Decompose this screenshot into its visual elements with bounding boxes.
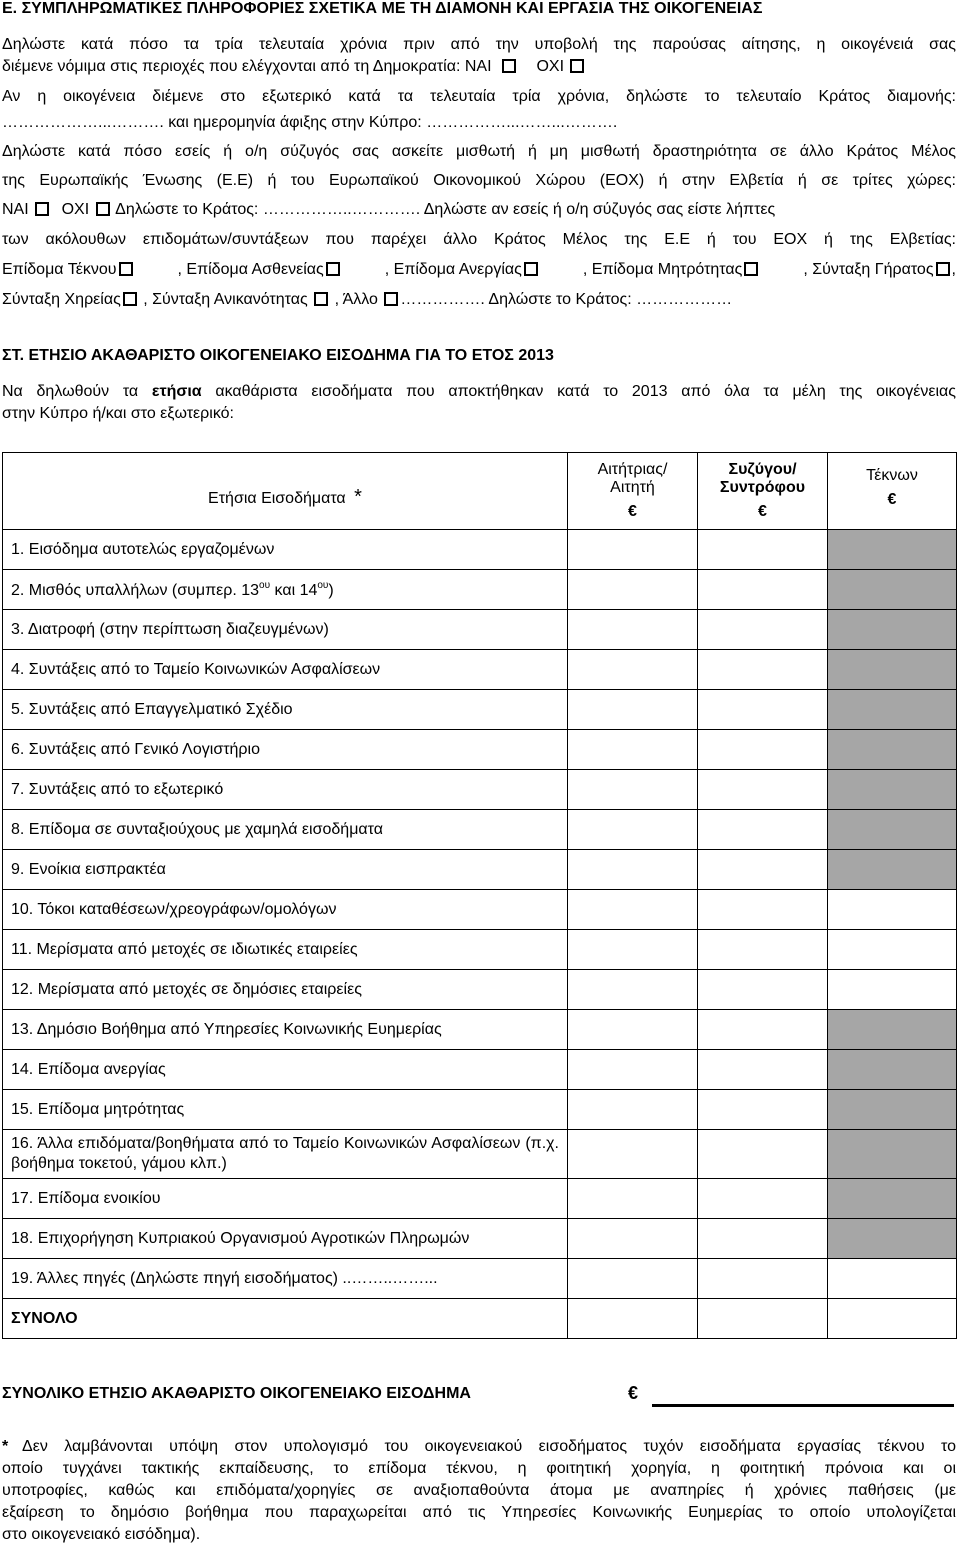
footnote-line2: οποίο τυγχάνει τακτικής εκπαίδευσης, το επίδομα τέκνου, η φοιτητική χορηγία, η φοιτητική πρόνοια και οι: [2, 1460, 956, 1477]
cell-children[interactable]: [828, 1259, 957, 1299]
section-st-title: ΣΤ. ΕΤΗΣΙΟ ΑΚΑΘΑΡΙΣΤΟ ΟΙΚΟΓΕΝΕΙΑΚΟ ΕΙΣΟΔΗΜΑ ΓΙΑ ΤΟ ΕΤΟΣ 2013: [2, 347, 554, 364]
row-label-text: 19. Άλλες πηγές (Δηλώστε πηγή εισοδήματος) ..……..……...: [11, 1269, 438, 1287]
cell-applicant[interactable]: [568, 1179, 698, 1219]
cell-applicant[interactable]: [568, 1090, 698, 1130]
row-label: [3, 1219, 568, 1259]
cell-spouse[interactable]: [698, 1090, 828, 1130]
euro-applicant: €: [628, 503, 637, 520]
table-row: [3, 890, 957, 930]
row-label: [3, 890, 568, 930]
row-label: [3, 810, 568, 850]
table-row: [3, 1179, 957, 1219]
table-row: [3, 1010, 957, 1050]
table-row: [3, 650, 957, 690]
benefit-old-age-label: , Σύνταξη Γήρατος: [803, 261, 934, 278]
col-applicant-label: Αιτήτριας/ Αιτητή: [597, 461, 668, 496]
row-label-text: 2. Μισθός υπαλλήλων (συμπερ. 13: [11, 581, 260, 599]
euro-spouse: €: [758, 503, 767, 520]
cell-children: [828, 1219, 957, 1259]
table-row: [3, 570, 957, 610]
row-label-end: ): [328, 581, 334, 599]
row-label: [3, 1010, 568, 1050]
cell-spouse[interactable]: [698, 650, 828, 690]
q1-no-label: ΟΧΙ: [536, 58, 565, 75]
benefit-child: [2, 259, 135, 281]
row-label: [3, 690, 568, 730]
row-label-text: 3. Διατροφή (στην περίπτωση διαζευγμένων): [11, 620, 329, 638]
footnote-line1: Δεν λαμβάνονται υπόψη στον υπολογισμό του οικογενειακού εισοδήματος τυχόν εισοδήματα εργασίας τέκνου το: [22, 1438, 956, 1455]
cell-applicant[interactable]: [568, 730, 698, 770]
cell-children: [828, 1130, 957, 1179]
grand-total-label: ΣΥΝΟΛΙΚΟ ΕΤΗΣΙΟ ΑΚΑΘΑΡΙΣΤΟ ΟΙΚΟΓΕΝΕΙΑΚΟ ΕΙΣΟΔΗΜΑ: [2, 1385, 471, 1402]
cell-applicant[interactable]: [568, 1130, 698, 1179]
benefits-row-2: [2, 289, 732, 311]
cell-spouse[interactable]: [698, 690, 828, 730]
cell-applicant[interactable]: [568, 1010, 698, 1050]
q3-line4: των ακόλουθων επιδομάτων/συντάξεων που παρέχει άλλο Κράτος Μέλος της Ε.Ε ή του ΕΟΧ ή της Ελβετίας:: [2, 231, 956, 248]
row-label-text: 14. Επίδομα ανεργίας: [11, 1060, 166, 1078]
cell-applicant[interactable]: [568, 530, 698, 570]
row-label: [3, 1259, 568, 1299]
benefit-old-age-checkbox[interactable]: [936, 262, 950, 276]
benefit-unemployment-label: , Επίδομα Ανεργίας: [384, 261, 522, 278]
cell-applicant[interactable]: [568, 1219, 698, 1259]
row-label-text: 7. Συντάξεις από το εξωτερικό: [11, 780, 224, 798]
cell-children: [828, 570, 957, 610]
cell-spouse[interactable]: [698, 970, 828, 1010]
cell-spouse[interactable]: [698, 610, 828, 650]
cell-applicant[interactable]: [568, 1050, 698, 1090]
benefit-maternity: [583, 259, 760, 281]
row-label: [3, 850, 568, 890]
col-spouse-label: Συζύγου/ Συντρόφου: [719, 461, 806, 496]
row-label: [3, 1130, 568, 1179]
cell-children: [828, 810, 957, 850]
table-row: [3, 730, 957, 770]
q1-text: διέμενε νόμιμα στις περιοχές που ελέγχονται από τη Δημοκρατία: ΝΑΙ: [2, 58, 492, 75]
row-label-text: 16. Άλλα επιδόματα/βοηθήματα από το Ταμείο Κοινωνικών Ασφαλίσεων (π.χ. βοήθημα τοκετού, γάμου κλπ.): [11, 1135, 559, 1172]
row-label-text: 5. Συντάξεις από Επαγγελματικό Σχέδιο: [11, 700, 293, 718]
benefit-other-checkbox[interactable]: [384, 292, 398, 306]
intro-line1: [2, 381, 956, 403]
benefit-child-label: Επίδομα Τέκνου: [2, 261, 117, 278]
total-label: ΣΥΝΟΛΟ: [3, 1299, 568, 1339]
table-row: [3, 1219, 957, 1259]
row-label: [3, 930, 568, 970]
cell-spouse[interactable]: [698, 890, 828, 930]
row-label-text: 17. Επίδομα ενοικίου: [11, 1189, 161, 1207]
benefit-maternity-label: , Επίδομα Μητρότητας: [582, 261, 743, 278]
row-label: [3, 730, 568, 770]
benefit-child-checkbox[interactable]: [119, 262, 133, 276]
grand-total-field[interactable]: [652, 1404, 954, 1407]
cell-spouse[interactable]: [698, 570, 828, 610]
q1-yes-checkbox[interactable]: [502, 59, 516, 73]
row-label-text: 18. Επιχορήγηση Κυπριακού Οργανισμού Αγροτικών Πληρωμών: [11, 1229, 470, 1247]
col-children-label: Τέκνων: [866, 467, 918, 484]
table-row: [3, 850, 957, 890]
row-label: [3, 650, 568, 690]
col-income-header: [3, 453, 568, 530]
cell-spouse[interactable]: [698, 930, 828, 970]
cell-spouse[interactable]: [698, 850, 828, 890]
cell-applicant[interactable]: [568, 890, 698, 930]
col-income-label: Ετήσια Εισοδήματα: [208, 489, 346, 507]
row-label-text: 8. Επίδομα σε συνταξιούχους με χαμηλά εισοδήματα: [11, 820, 383, 838]
table-row: [3, 970, 957, 1010]
intro-part-b: ακαθάριστα εισοδήματα που αποκτήθηκαν κατά το 2013 από όλα τα μέλη της οικογένειας: [201, 383, 956, 400]
intro-part-a: Να δηλωθούν τα: [2, 383, 152, 400]
cell-children: [828, 650, 957, 690]
benefit-sickness-checkbox[interactable]: [326, 262, 340, 276]
cell-children[interactable]: [828, 890, 957, 930]
q3-state-text: Δηλώστε το Κράτος: ……………..…………. Δηλώστε αν εσείς ή ο/η σύζυγός σας είστε λήπτες: [115, 201, 776, 218]
cell-applicant[interactable]: [568, 650, 698, 690]
q2-line2[interactable]: ………………...………. και ημερομηνία άφιξης στην Κύπρο: ……………...……...……….: [2, 114, 618, 131]
euro-children: €: [887, 491, 897, 508]
cell-applicant[interactable]: [568, 610, 698, 650]
q3-yes-label: ΝΑΙ: [2, 201, 29, 218]
q3-yes-checkbox[interactable]: [35, 202, 49, 216]
cell-applicant[interactable]: [568, 930, 698, 970]
cell-spouse[interactable]: [698, 770, 828, 810]
row-label-text: 9. Ενοίκια εισπρακτέα: [11, 860, 166, 878]
cell-spouse[interactable]: [698, 1219, 828, 1259]
cell-spouse[interactable]: [698, 810, 828, 850]
cell-spouse[interactable]: [698, 530, 828, 570]
income-table: [2, 452, 957, 1339]
table-row: [3, 1090, 957, 1130]
q1-line1: Δηλώστε κατά πόσο τα τρία τελευταία χρόνια πριν από την υποβολή της παρούσας αίτησης, η οικογένειά σας: [2, 36, 956, 53]
cell-children[interactable]: [828, 930, 957, 970]
cell-spouse[interactable]: [698, 730, 828, 770]
cell-applicant[interactable]: [568, 970, 698, 1010]
row-label-text: 12. Μερίσματα από μετοχές σε δημόσιες εταιρείες: [11, 980, 362, 998]
section-e-title: Ε. ΣΥΜΠΛΗΡΩΜΑΤΙΚΕΣ ΠΛΗΡΟΦΟΡΙΕΣ ΣΧΕΤΙΚΑ ΜΕ ΤΗ ΔΙΑΜΟΝΗ ΚΑΙ ΕΡΓΑΣΙΑ ΤΗΣ ΟΙΚΟΓΕΝΕΙΑΣ: [2, 0, 763, 17]
cell-children: [828, 730, 957, 770]
row-label: [3, 610, 568, 650]
row-label: [3, 1050, 568, 1090]
footnote-line3: υποτροφίες, καθώς και επιδόματα/χορηγίες σε αναξιοπαθούντα άτομα με αναπηρίες ή χρόνιες παθήσεις (με: [2, 1482, 956, 1499]
intro-bold: ετήσια: [151, 383, 202, 400]
benefit-sickness: [178, 259, 342, 281]
cell-spouse[interactable]: [698, 1010, 828, 1050]
row-label: [3, 970, 568, 1010]
row-label: [3, 1179, 568, 1219]
cell-children: [828, 770, 957, 810]
table-row: [3, 610, 957, 650]
cell-children: [828, 690, 957, 730]
row-label-text: 11. Μερίσματα από μετοχές σε ιδιωτικές εταιρείες: [11, 940, 358, 958]
cell-children: [828, 610, 957, 650]
total-cell-children[interactable]: [828, 1299, 957, 1339]
table-row: [3, 810, 957, 850]
benefit-old-age: [803, 259, 956, 281]
row-label-text: 6. Συντάξεις από Γενικό Λογιστήριο: [11, 740, 260, 758]
footnote-star: *: [2, 1438, 9, 1455]
table-row: [3, 690, 957, 730]
q1-line2: [2, 56, 586, 78]
cell-spouse[interactable]: [698, 1130, 828, 1179]
row-label: [3, 530, 568, 570]
benefit-unemployment: [385, 259, 540, 281]
q1-no-checkbox[interactable]: [570, 59, 584, 73]
row-label-text: 4. Συντάξεις από το Ταμείο Κοινωνικών Ασφαλίσεων: [11, 660, 381, 678]
total-row: [3, 1299, 957, 1339]
total-cell-applicant[interactable]: [568, 1299, 698, 1339]
col-applicant-header: [568, 453, 698, 530]
cell-spouse[interactable]: [698, 1179, 828, 1219]
cell-applicant[interactable]: [568, 850, 698, 890]
cell-children: [828, 1090, 957, 1130]
cell-spouse[interactable]: [698, 1259, 828, 1299]
col-spouse-header: [698, 453, 828, 530]
benefit-old-age-comma: ,: [951, 261, 956, 278]
row-label-text: 1. Εισόδημα αυτοτελώς εργαζομένων: [11, 540, 275, 558]
table-row: [3, 1259, 957, 1299]
grand-total-euro: €: [628, 1383, 639, 1403]
intro-line2: στην Κύπρο ή/και στο εξωτερικό:: [2, 405, 234, 422]
benefit-unemployment-checkbox[interactable]: [524, 262, 538, 276]
benefit-invalidity-checkbox[interactable]: [314, 292, 328, 306]
row-label: [3, 570, 568, 610]
cell-children: [828, 530, 957, 570]
row-label-sup: ου: [317, 579, 329, 591]
cell-applicant[interactable]: [568, 770, 698, 810]
benefit-other-state: ……………. Δηλώστε το Κράτος: ………………: [400, 291, 733, 308]
benefits-row-1: [2, 259, 956, 281]
footnote-line5: στο οικογενειακό εισόδημα).: [2, 1526, 201, 1543]
benefit-sickness-label: , Επίδομα Ασθενείας: [177, 261, 324, 278]
benefit-maternity-checkbox[interactable]: [744, 262, 758, 276]
cell-children[interactable]: [828, 970, 957, 1010]
cell-applicant[interactable]: [568, 570, 698, 610]
benefit-invalidity-label: , Σύνταξη Ανικανότητας: [143, 291, 308, 308]
cell-applicant[interactable]: [568, 690, 698, 730]
q3-no-label: ΟΧΙ: [61, 201, 90, 218]
cell-children: [828, 1050, 957, 1090]
q3-no-checkbox[interactable]: [96, 202, 110, 216]
table-row: [3, 1130, 957, 1179]
q2-line1: Αν η οικογένεια διέμενε στο εξωτερικό κατά τα τελευταία τρία χρόνια, δηλώστε το τελευταίο Κράτος διαμονής:: [2, 88, 956, 105]
total-cell-spouse[interactable]: [698, 1299, 828, 1339]
row-label-text: 15. Επίδομα μητρότητας: [11, 1100, 185, 1118]
table-row: [3, 530, 957, 570]
row-label: [3, 1090, 568, 1130]
q3-line1: Δηλώστε κατά πόσο εσείς ή ο/η σύζυγός σας ασκείτε μισθωτή ή μη μισθωτή δραστηριότητα σε άλλο Κράτος Μέλος: [2, 143, 956, 160]
q3-line2: της Ευρωπαϊκής Ένωσης (Ε.Ε) ή του Ευρωπαϊκού Οικονομικού Χώρου (ΕΟΧ) ή στην Ελβετία ή σε τρίτες χώρες:: [2, 172, 956, 189]
row-label-sup: ου: [259, 579, 271, 591]
row-label-text: 10. Τόκοι καταθέσεων/χρεογράφων/ομολόγων: [11, 900, 337, 918]
table-row: [3, 930, 957, 970]
col-income-star: *: [354, 485, 362, 508]
row-label: [3, 770, 568, 810]
cell-applicant[interactable]: [568, 810, 698, 850]
benefit-widow-checkbox[interactable]: [123, 292, 137, 306]
table-row: [3, 770, 957, 810]
table-row: [3, 1050, 957, 1090]
row-label-text: 13. Δημόσιο Βοήθημα από Υπηρεσίες Κοινωνικής Ευημερίας: [11, 1020, 442, 1038]
cell-children: [828, 1179, 957, 1219]
benefit-other-label: , Άλλο: [334, 291, 378, 308]
benefit-widow-label: Σύνταξη Χηρείας: [2, 291, 121, 308]
cell-applicant[interactable]: [568, 1259, 698, 1299]
col-children-header: [828, 453, 957, 530]
cell-spouse[interactable]: [698, 1050, 828, 1090]
cell-children: [828, 1010, 957, 1050]
row-label-mid: και 14: [270, 581, 318, 599]
q3-line3: [2, 199, 775, 221]
cell-children: [828, 850, 957, 890]
footnote-line4: εξαίρεση το δημόσιο βοήθημα που παραχωρείται από τις Υπηρεσίες Κοινωνικής Ευημερίας το οποίο υπολογίζεται: [2, 1504, 956, 1521]
